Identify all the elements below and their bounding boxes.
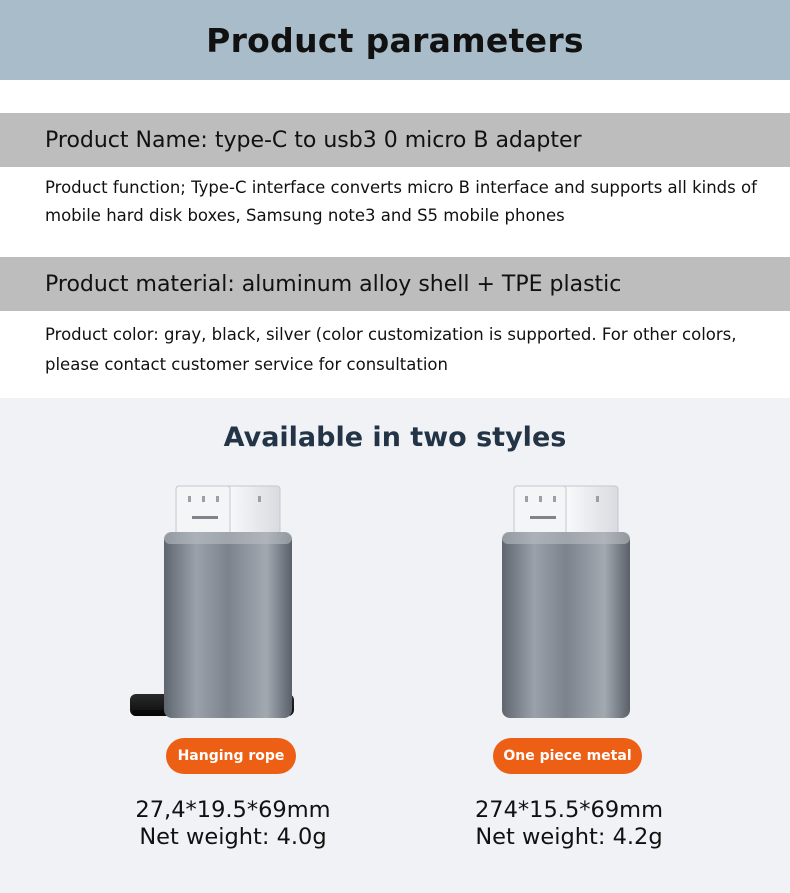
product-name-band bbox=[0, 113, 790, 167]
one-piece-metal-dimensions: 274*15.5*69mm bbox=[474, 797, 663, 823]
one-piece-metal-specs bbox=[419, 797, 719, 851]
one-piece-metal-weight: Net weight: 4.2g bbox=[475, 824, 663, 850]
header-banner bbox=[0, 0, 790, 80]
hanging-rope-adapter-image bbox=[128, 484, 298, 724]
adapter-hanging-rope-illustration bbox=[128, 484, 298, 724]
styles-title: Available in two styles bbox=[223, 422, 567, 453]
product-material-band bbox=[0, 257, 790, 311]
product-name-label: Product Name: type-C to usb3 0 micro B adapter bbox=[45, 127, 582, 153]
one-piece-metal-adapter-image bbox=[494, 484, 636, 724]
hanging-rope-weight: Net weight: 4.0g bbox=[139, 824, 327, 850]
product-function-text: Product function; Type-C interface converts micro B interface and supports all kinds of mobile hard disk boxes, Samsung note3 and S5 mobile phones bbox=[45, 178, 757, 225]
hanging-rope-specs bbox=[83, 797, 383, 851]
hanging-rope-dimensions: 27,4*19.5*69mm bbox=[135, 797, 331, 823]
product-material-label: Product material: aluminum alloy shell + TPE plastic bbox=[45, 271, 622, 297]
hanging-rope-badge: Hanging rope bbox=[166, 738, 296, 774]
product-color-text: Product color: gray, black, silver (color customization is supported. For other colors, please contact customer service for consultation bbox=[45, 325, 737, 374]
styles-section bbox=[0, 398, 790, 893]
one-piece-metal-badge: One piece metal bbox=[493, 738, 642, 774]
adapter-one-piece-metal-illustration bbox=[494, 484, 636, 724]
page-title: Product parameters bbox=[206, 20, 584, 60]
